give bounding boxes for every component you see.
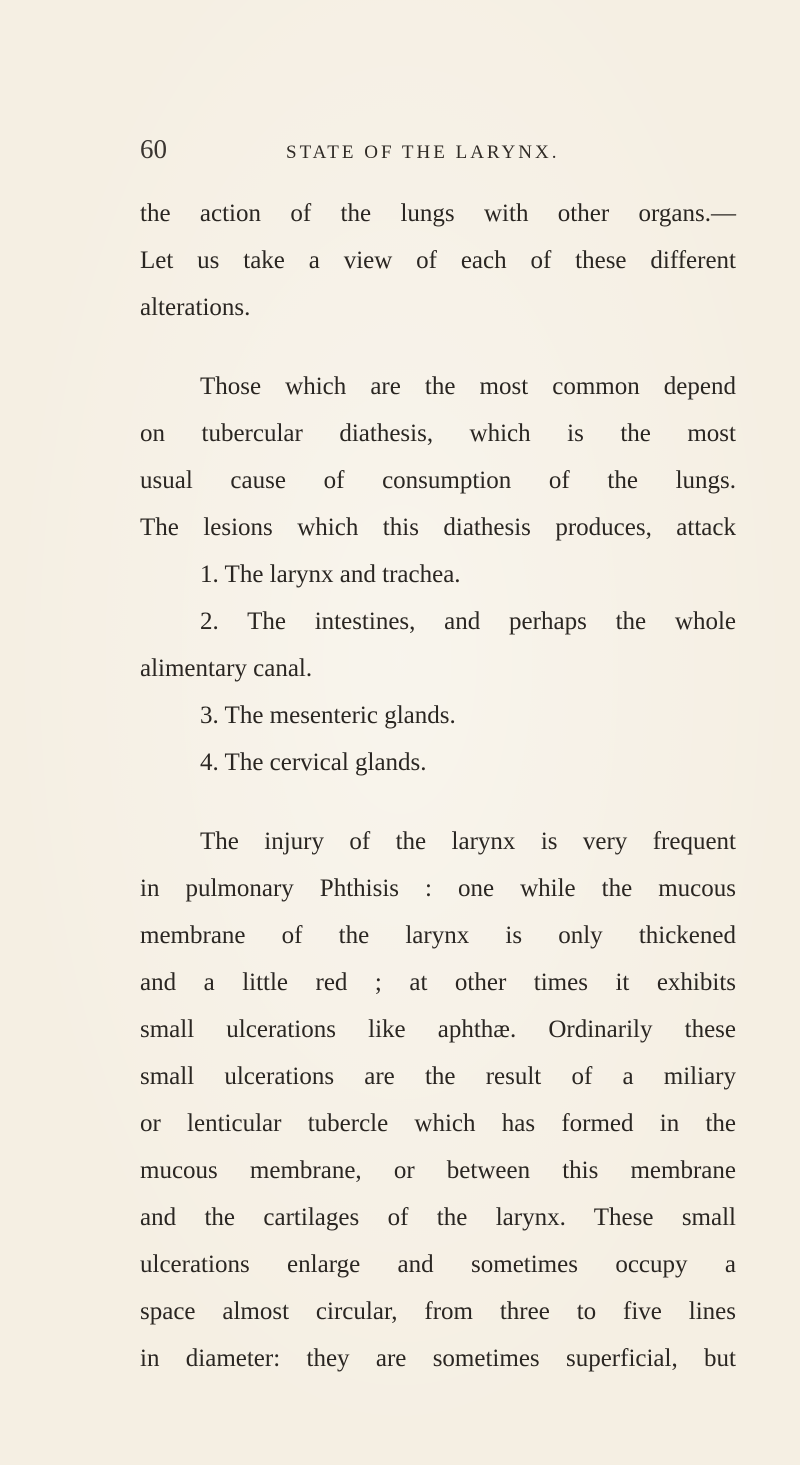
page-text (140, 190, 736, 1382)
text-line: ulcerations enlarge and sometimes occupy a (140, 1251, 736, 1278)
text-line: space almost circular, from three to five lines (140, 1298, 736, 1325)
paragraph-gap (140, 786, 736, 818)
text-line: alterations. (140, 294, 251, 321)
page-number: 60 (140, 134, 167, 164)
paragraph-1 (140, 190, 736, 331)
text-line: and a little red ; at other times it exhibits (140, 969, 736, 996)
numbered-list (140, 551, 736, 786)
running-head: STATE OF THE LARYNX. (286, 142, 560, 163)
text-line: or lenticular tubercle which has formed in the (140, 1110, 736, 1137)
text-line: usual cause of consumption of the lungs. (140, 467, 736, 494)
text-line: and the cartilages of the larynx. These small (140, 1204, 736, 1231)
list-item-1: 1. The larynx and trachea. (200, 561, 461, 588)
list-item-2-continuation: alimentary canal. (140, 655, 313, 682)
list-item-3: 3. The mesenteric glands. (200, 702, 456, 729)
paragraph-gap (140, 331, 736, 363)
text-line: in pulmonary Phthisis : one while the mucous (140, 875, 736, 902)
text-line: in diameter: they are sometimes superficial, but (140, 1345, 736, 1372)
text-line: Let us take a view of each of these different (140, 247, 736, 274)
list-item-4: 4. The cervical glands. (200, 749, 427, 776)
text-line: small ulcerations are the result of a miliary (140, 1063, 736, 1090)
paragraph-3 (140, 818, 736, 1382)
text-line: small ulcerations like aphthæ. Ordinarily these (140, 1016, 736, 1043)
text-line: Those which are the most common depend (200, 373, 736, 400)
text-line: The injury of the larynx is very frequent (200, 828, 736, 855)
text-line: The lesions which this diathesis produces, attack (140, 514, 736, 541)
text-line: on tubercular diathesis, which is the most (140, 420, 736, 447)
text-line: mucous membrane, or between this membrane (140, 1157, 736, 1184)
paragraph-2 (140, 363, 736, 551)
text-line: the action of the lungs with other organs.— (140, 200, 736, 227)
list-item-2: 2. The intestines, and perhaps the whole (200, 608, 736, 635)
text-line: membrane of the larynx is only thickened (140, 922, 736, 949)
